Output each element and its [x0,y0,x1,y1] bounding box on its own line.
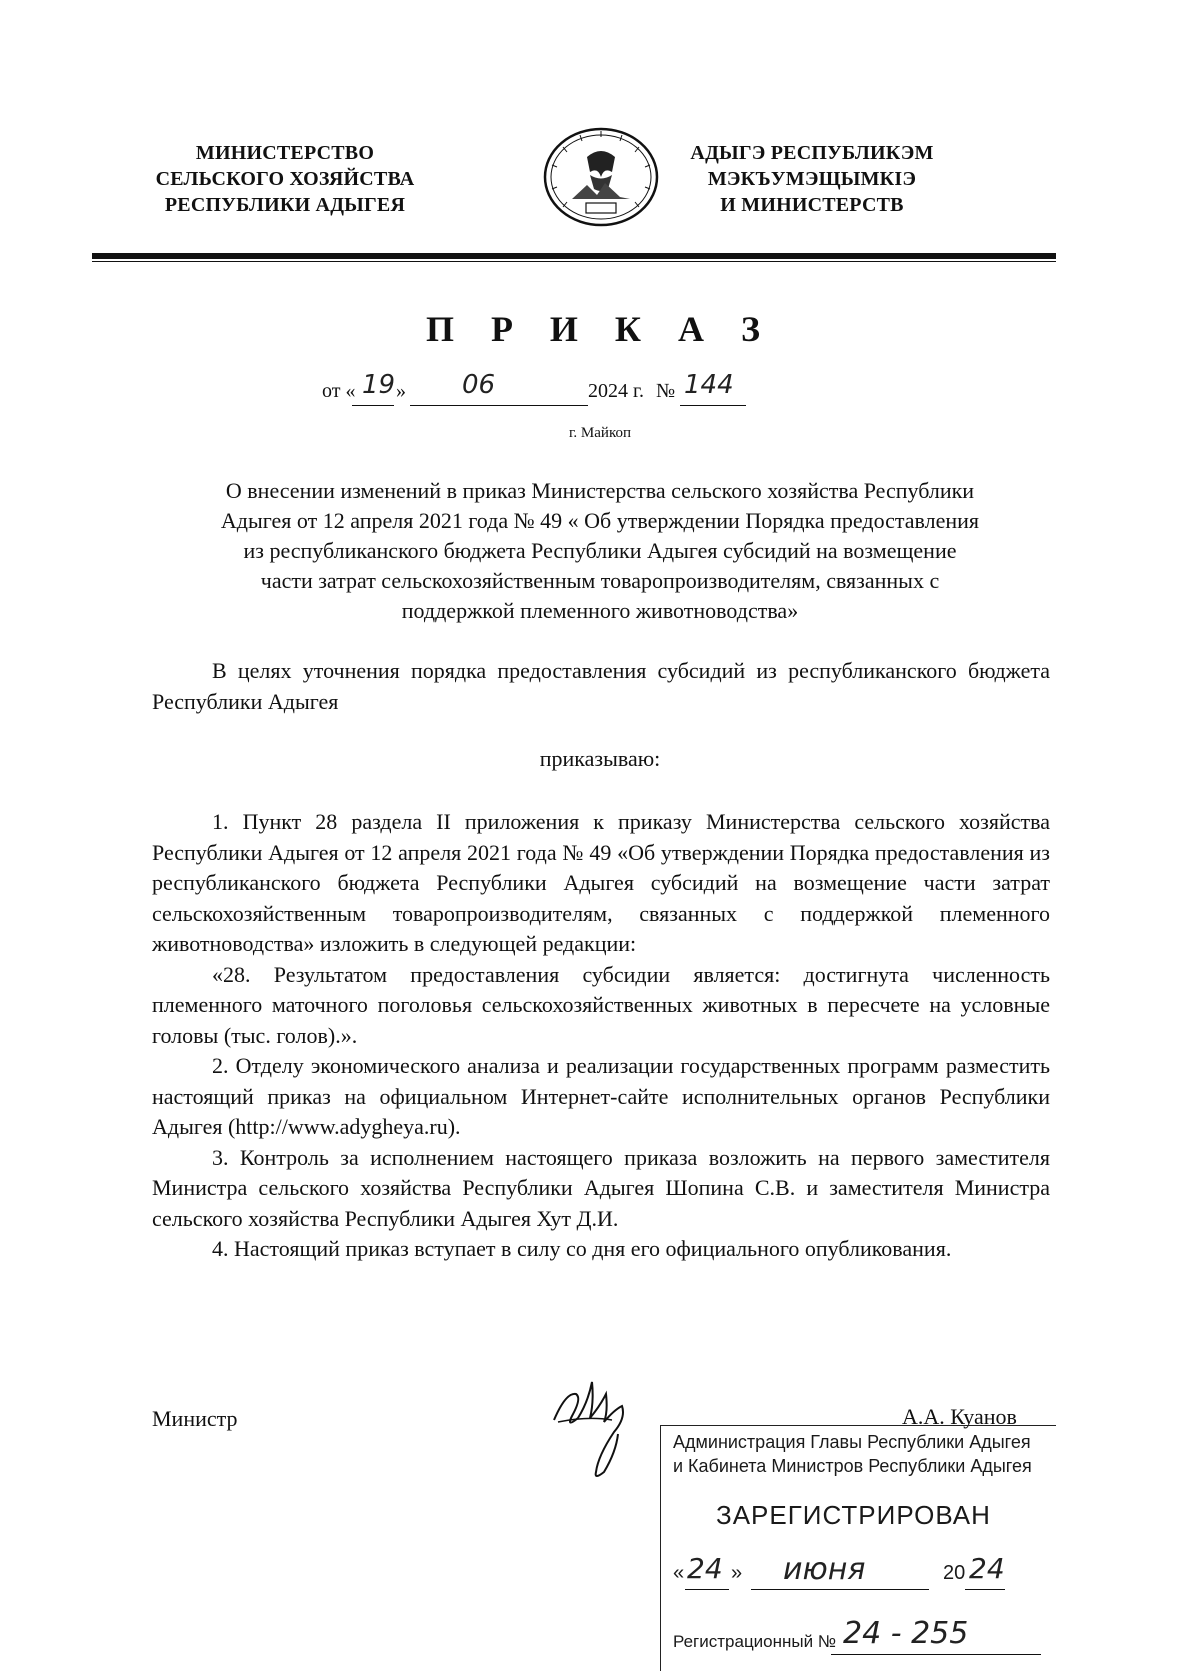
preamble [152,656,1050,717]
document-title: П Р И К А З [425,309,775,349]
order-item-4: 4. Настоящий приказ вступает в силу со дня его официального опубликования. [212,1236,952,1261]
stamp-close-quote: » [731,1562,743,1584]
stamp-authority-line-2: и Кабинета Министров Республики Адыгея [673,1456,1032,1476]
stamp-status: ЗАРЕГИСТРИРОВАН [716,1500,991,1530]
date-day-handwritten: 19 [362,370,396,400]
subject-line-4: части затрат сельскохозяйственным товаропроизводителям, связанных с [260,568,940,593]
header-left-line-1: МИНИСТЕРСТВО [195,142,375,164]
stamp-registration-number [673,1616,1043,1662]
stamp-date [673,1552,1043,1596]
header-left-line-3: РЕСПУБЛИКИ АДЫГЕЯ [164,194,406,216]
stamp-authority-line-1: Администрация Главы Республики Адыгея [673,1432,1031,1452]
stamp-year-handwritten: 24 [969,1552,1005,1585]
date-year: 2024 г. [588,380,644,402]
date-month-handwritten: 06 [462,370,496,400]
order-item-2: 2. Отделу экономического анализа и реализации государственных программ разместить настоящий приказ на официальном Интернет-сайте исполнительных органов Республики Адыгея (http://www.adygheya.ru). [152,1053,1050,1139]
header-right-line-1: АДЫГЭ РЕСПУБЛИКЭМ [690,142,934,164]
stamp-open-quote: « [673,1562,685,1584]
number-underline [680,405,746,406]
header-right-line-2: МЭКЪУМЭЩЫМКIЭ [707,168,917,190]
order-items [152,807,1050,1265]
subject-line-3: из республиканского бюджета Республики Адыгея субсидий на возмещение [243,538,957,563]
date-prefix: от « [322,380,356,402]
order-item-1-quote: «28. Результатом предоставления субсидии является: достигнута численность племенного маточного поголовья сельскохозяйственных животных в пересчете на условные головы (тыс. голов).». [152,961,1050,1048]
subject-line-5: поддержкой племенного животноводства» [401,598,799,623]
registration-stamp [660,1425,1056,1671]
order-item-3: 3. Контроль за исполнением настоящего приказа возложить на первого заместителя Министра сельского хозяйства Республики Адыгея Шопина С.В. и заместителя Министра сельского хозяйства Республики Адыгея Хут Д.И. [152,1144,1050,1231]
stamp-reg-number-handwritten: 24 - 255 [843,1616,969,1651]
order-subject [130,476,1070,626]
signatory-position: Министр [152,1406,238,1431]
header-divider-thin [92,261,1056,262]
stamp-year-prefix: 20 [943,1562,966,1584]
stamp-year-underline [965,1589,1005,1590]
order-number-handwritten: 144 [684,370,734,400]
ministry-name-adyghe [672,140,952,218]
day-underline [352,405,394,406]
number-label: № [656,380,676,402]
ministry-name-ru [130,140,440,218]
stamp-reg-label: Регистрационный № [673,1632,837,1651]
subject-line-2: Адыгея от 12 апреля 2021 года № 49 « Об утверждении Порядка предоставления [220,508,980,533]
coat-of-arms-emblem-icon [542,127,660,232]
header-divider-thick [92,253,1056,259]
date-day-suffix: » [396,380,406,402]
stamp-day-handwritten: 24 [687,1552,723,1585]
signatory-name: А.А. Куанов [902,1404,1017,1429]
order-word: приказываю: [539,746,661,771]
city: г. Майкоп [568,425,632,441]
order-item-1: 1. Пункт 28 раздела II приложения к приказу Министерства сельского хозяйства Республики Адыгея от 12 апреля 2021 года № 49 «Об утверждении Порядка предоставления из республиканского бюджета Республики Адыгея субсидий на возмещение части затрат сельскохозяйственным товаропроизводителям, связанных с поддержкой племенного животноводства» изложить в следующей редакции: [152,809,1050,956]
handwritten-signature [548,1372,658,1487]
subject-line-1: О внесении изменений в приказ Министерства сельского хозяйства Республики [225,478,975,503]
header-left-line-2: СЕЛЬСКОГО ХОЗЯЙСТВА [155,168,415,190]
preamble-text: В целях уточнения порядка предоставления субсидий из республиканского бюджета Республики Адыгея [152,658,1050,714]
header-right-line-3: И МИНИСТЕРСТВ [720,194,904,216]
month-underline [410,405,588,406]
order-dateline [322,370,762,410]
stamp-month-handwritten: июня [783,1552,866,1587]
stamp-month-underline [751,1589,929,1590]
stamp-reg-underline [831,1654,1041,1655]
stamp-day-underline [685,1589,729,1590]
